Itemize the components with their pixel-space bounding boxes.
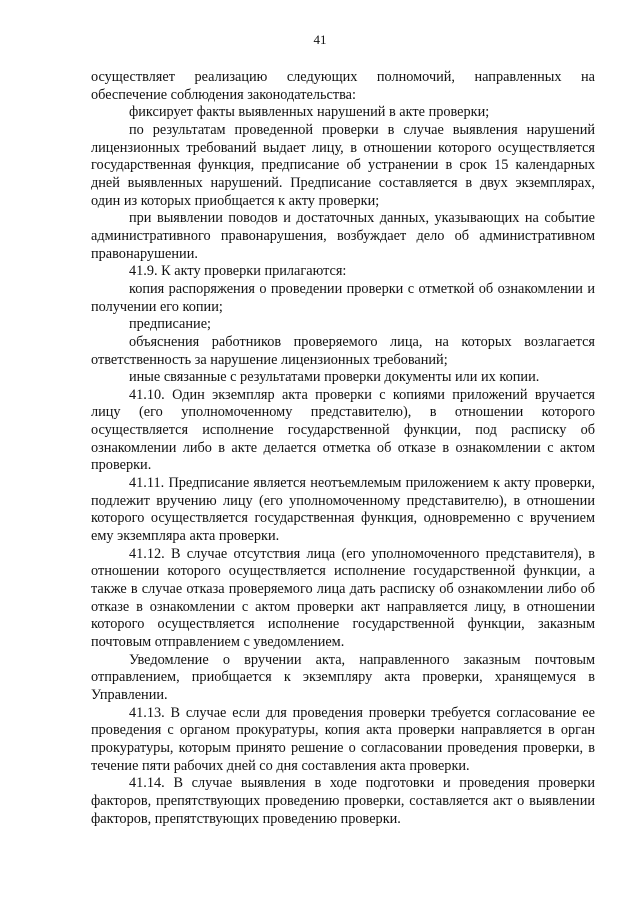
paragraph-explanations: объяснения работников проверяемого лица, на которых возлагается ответственность за нарушение лицензионных требований; <box>91 333 595 368</box>
paragraph-41-10: 41.10. Один экземпляр акта проверки с копиями приложений вручается лицу (его уполномоченному представителю), в отношении которого осуществляется исполнение государственной функции, под расписку об ознакомлении либо в акте делается отметка об отказе в ознакомлении с актом проверки. <box>91 386 595 474</box>
paragraph-initiate-case: при выявлении поводов и достаточных данных, указывающих на событие административного правонарушения, возбуждает дело об административном правонарушении. <box>91 210 595 262</box>
paragraph-other-documents: иные связанные с результатами проверки документы или их копии. <box>129 369 540 386</box>
paragraph-issue-order: по результатам проведенной проверки в случае выявления нарушений лицензионных требований выдает лицу, в отношении которого осуществляется государственная функция, предписание об устранении в срок 15 календарных дней выявленных нарушений. Предписание составляется в двух экземплярах, один из которых приобщается к акту проверки; <box>91 121 595 209</box>
page-number: 41 <box>313 32 327 47</box>
paragraph-41-11: 41.11. Предписание является неотъемлемым приложением к акту проверки, подлежит вручению лицу (его уполномоченному представителю), в отношении которого осуществляется государственная функция, одновременно с вручением ему экземпляра акта проверки. <box>91 475 595 545</box>
paragraph-record-violations: фиксирует факты выявленных нарушений в акте проверки; <box>129 104 490 121</box>
paragraph-41-13: 41.13. В случае если для проведения проверки требуется согласование ее проведения с органом прокуратуры, копия акта проверки направляется в орган прокуратуры, которым принято решение о согласовании проведения проверки, в течение пяти рабочих дней со дня составления акта проверки. <box>91 704 595 774</box>
paragraph-41-12: 41.12. В случае отсутствия лица (его уполномоченного представителя), в отношении которого осуществляется исполнение государственной функции, а также в случае отказа проверяемого лица дать расписку об ознакомлении либо об отказе в ознакомлении с актом проверки акт направляется лицу, в отношении которого осуществляется исполнение государственной функции, заказным почтовым отправлением с уведомлением. <box>91 545 595 650</box>
paragraph-41-14: 41.14. В случае выявления в ходе подготовки и проведения проверки факторов, препятствующих проведению проверки, составляется акт о выявлении факторов, препятствующих проведению проверки. <box>91 775 595 827</box>
paragraph-41-9: 41.9. К акту проверки прилагаются: <box>129 263 347 280</box>
paragraph-order-copy: копия распоряжения о проведении проверки с отметкой об ознакомлении и получении его копии; <box>91 280 595 315</box>
document-body <box>91 69 595 828</box>
paragraph-delivery-notice: Уведомление о вручении акта, направленного заказным почтовым отправлением, приобщается к экземпляру акта проверки, хранящемуся в Управлении. <box>91 651 595 703</box>
paragraph-intro: осуществляет реализацию следующих полномочий, направленных на обеспечение соблюдения законодательства: <box>91 69 595 103</box>
paragraph-prescription: предписание; <box>129 316 212 333</box>
